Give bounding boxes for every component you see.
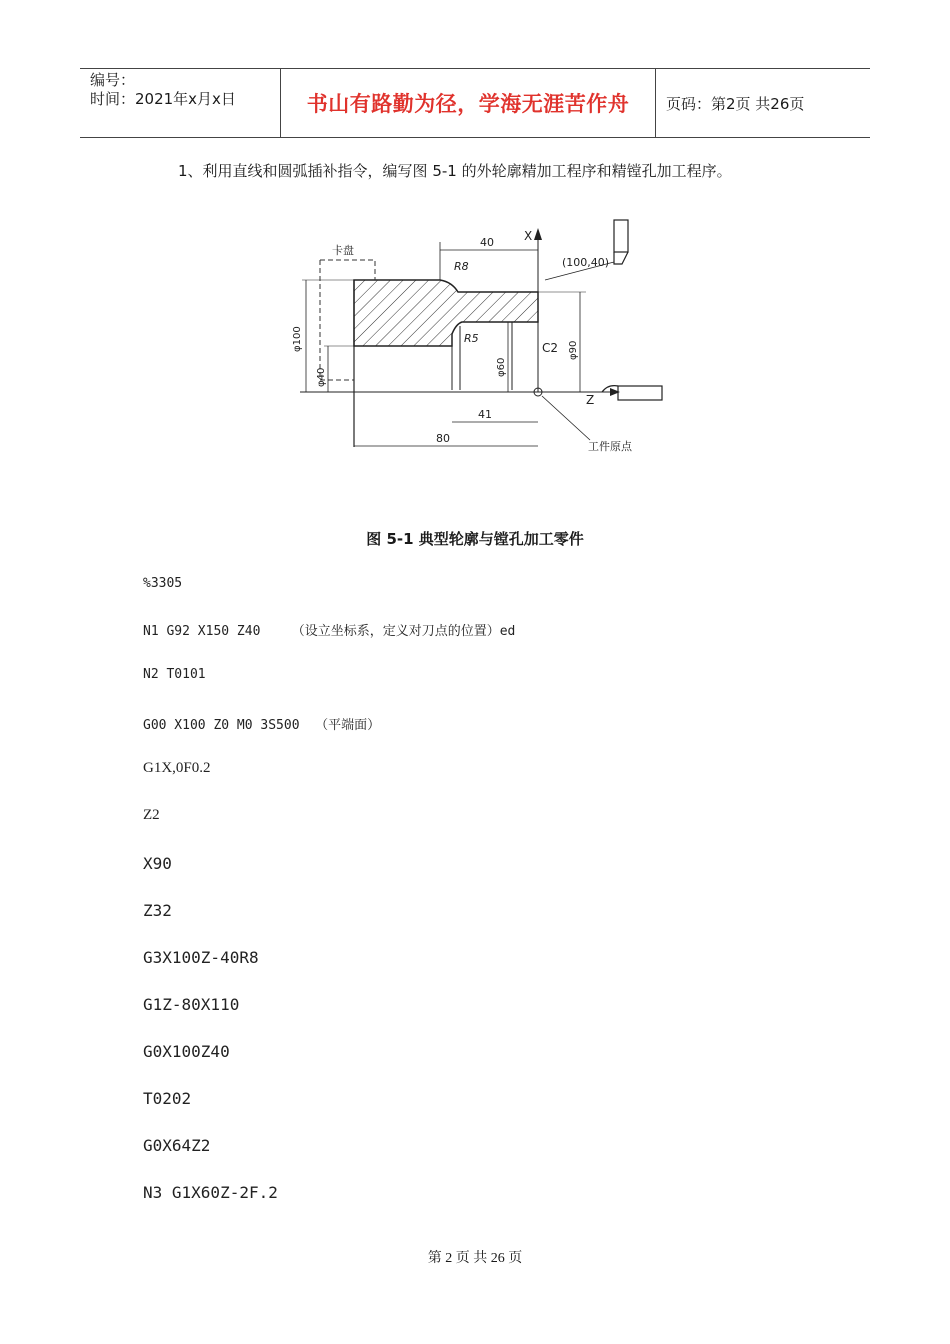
- program-line: X90: [143, 854, 172, 873]
- label-r8: R8: [454, 260, 469, 273]
- label-d40: φ40: [316, 367, 327, 387]
- program-line: G0X64Z2: [143, 1136, 211, 1155]
- document-code-label: 编号：: [90, 71, 136, 89]
- part-drawing: [280, 212, 680, 462]
- program-line: T0202: [143, 1089, 192, 1108]
- page-footer: 第 2 页 共 26 页: [427, 1251, 523, 1266]
- program-line: %3305: [143, 576, 183, 591]
- program-line: G0X100Z40: [143, 1042, 230, 1061]
- label-d60: φ60: [496, 357, 507, 377]
- program-line: G3X100Z-40R8: [143, 948, 259, 967]
- label-dim-41: 41: [478, 408, 492, 421]
- program-line: N2 T0101: [143, 667, 206, 682]
- header-meta: [80, 69, 280, 137]
- program-line: G00 X100 Z0 M0 3S500 （平端面）: [143, 718, 381, 733]
- part-section-hatch: [354, 280, 538, 346]
- label-dim-40-top: 40: [480, 236, 494, 249]
- label-c2: C2: [542, 341, 559, 355]
- label-x-axis: X: [524, 229, 533, 243]
- program-line: Z32: [143, 901, 172, 920]
- label-d100: φ100: [292, 326, 303, 352]
- document-time: 时间：2021年x月x日: [90, 90, 236, 108]
- page-header: [80, 68, 870, 138]
- program-line: G1Z-80X110: [143, 995, 240, 1014]
- figure-caption: 图 5-1 典型轮廓与镗孔加工零件: [366, 530, 584, 548]
- header-motto: 书山有路勤为径，学海无涯苦作舟: [280, 69, 656, 137]
- label-r5: R5: [464, 332, 479, 345]
- exercise-intro: 1、利用直线和圆弧插补指令，编写图 5-1 的外轮廓精加工程序和精镗孔加工程序。: [178, 162, 732, 180]
- label-tool-pos: (100,40): [562, 256, 610, 269]
- program-line: Z2: [143, 807, 160, 823]
- header-page-info: 页码：第2页 共26页: [666, 94, 805, 113]
- label-d90: φ90: [568, 340, 579, 360]
- program-line: N1 G92 X150 Z40 （设立坐标系，定义对刀点的位置）ed: [143, 624, 516, 639]
- program-line: N3 G1X60Z-2F.2: [143, 1183, 278, 1202]
- label-z-axis: Z: [586, 393, 595, 407]
- program-line: G1X,0F0.2: [143, 760, 211, 776]
- label-chuck: 卡盘: [332, 244, 354, 257]
- label-origin: 工件原点: [588, 440, 632, 453]
- label-dim-80: 80: [436, 432, 450, 445]
